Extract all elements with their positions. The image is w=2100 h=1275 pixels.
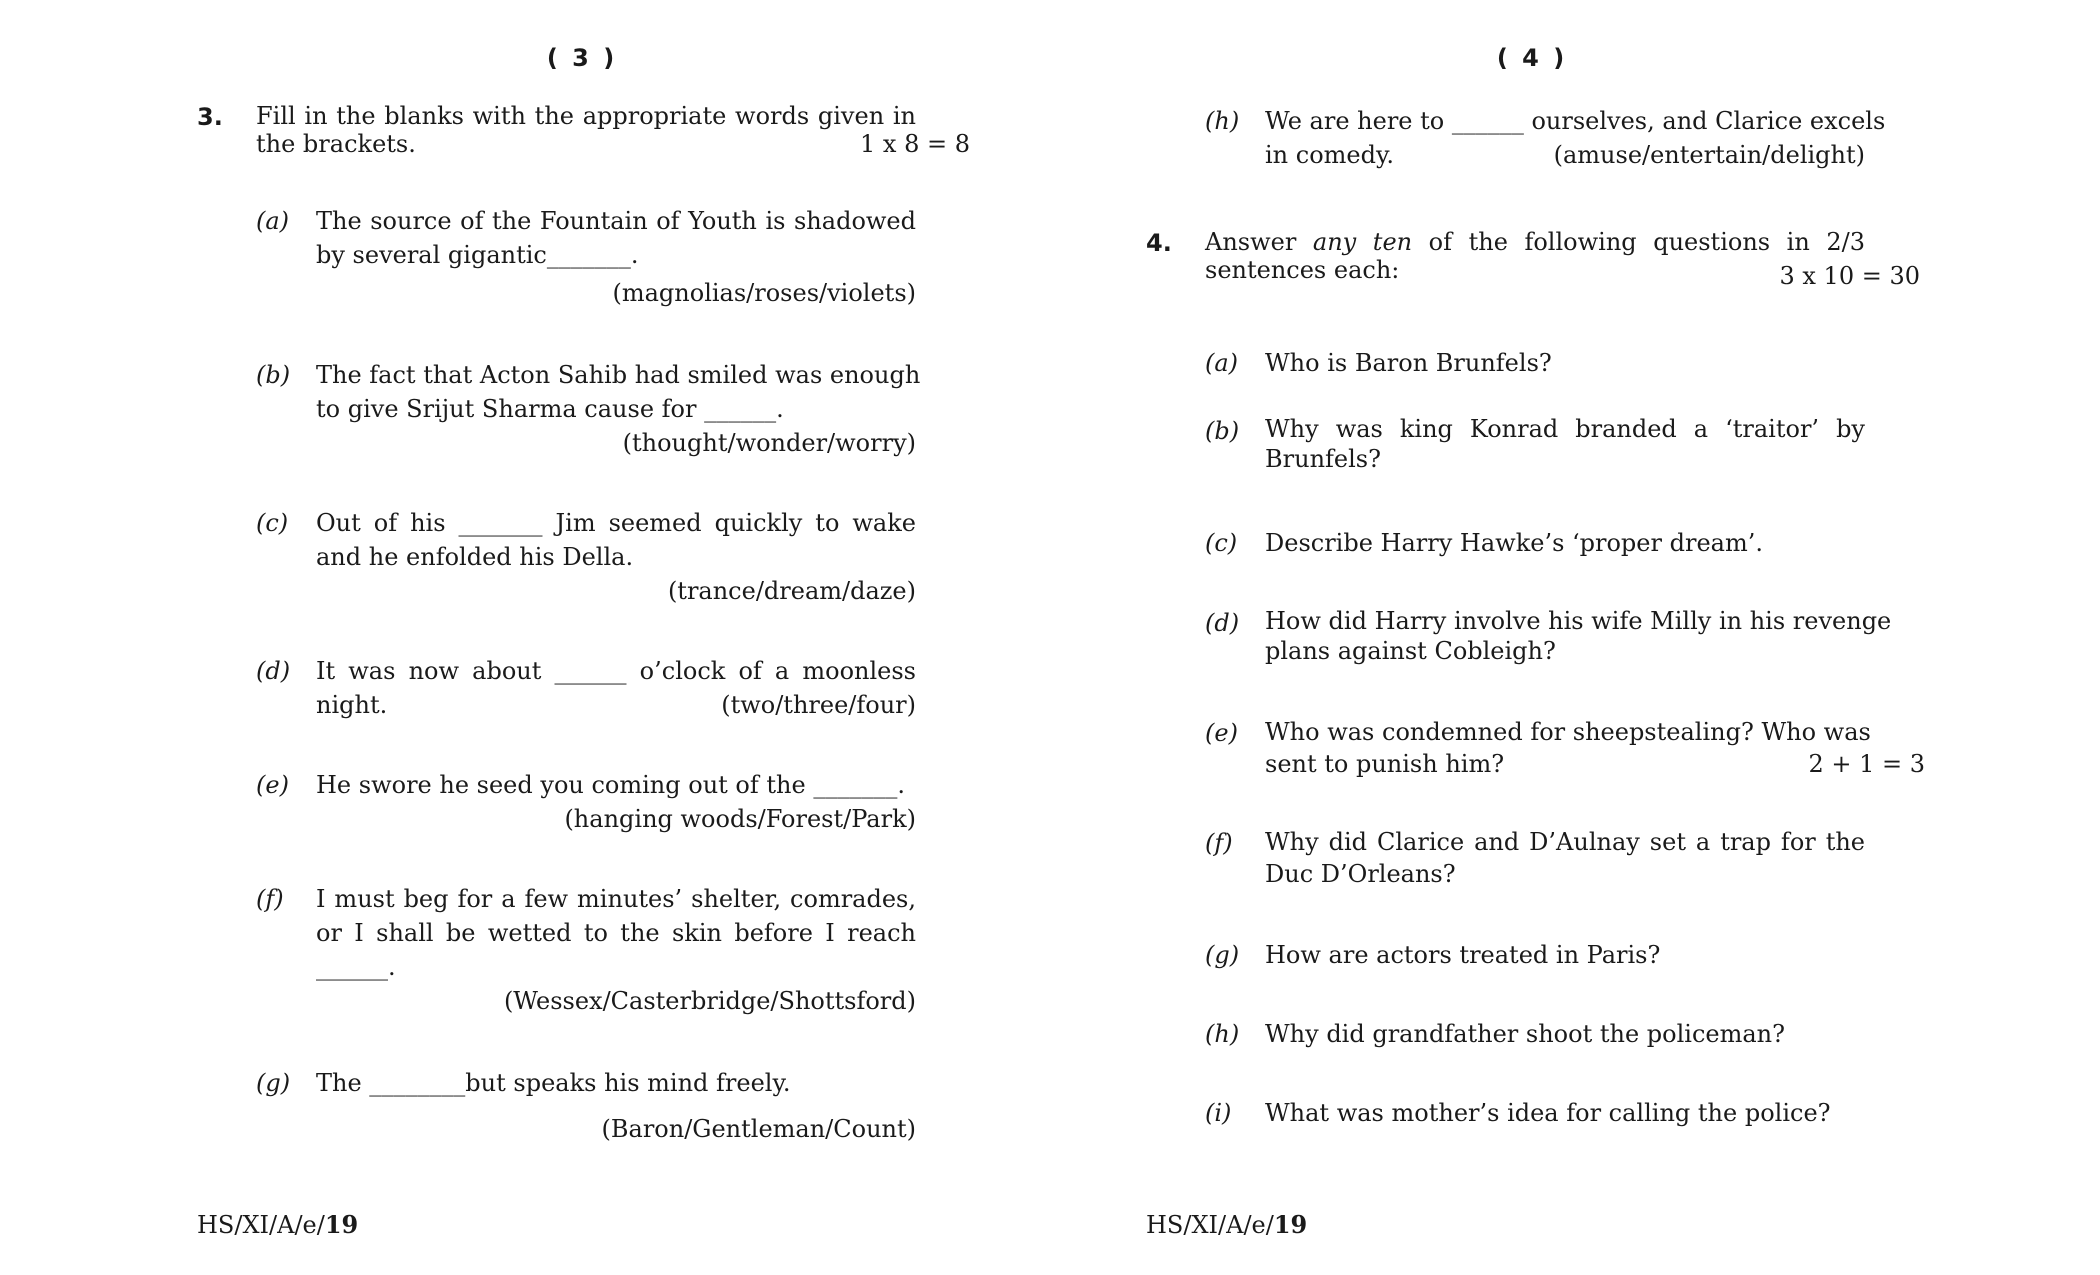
item-label: (c) [256,509,289,537]
question-4-text-before: Answer [1205,228,1313,256]
item-text-line1: The fact that Acton Sahib had smiled was enough [316,361,921,389]
item-options: (trance/dream/daze) [667,577,916,605]
footer-code-year: 19 [1273,1210,1308,1239]
item-options: (hanging woods/Forest/Park) [564,805,916,833]
item-label: (e) [256,771,289,799]
item-text-line2: Brunfels? [1265,445,1381,473]
item-text-line2: in comedy. [1265,141,1394,169]
page-number-left: ( 3 ) [546,44,618,72]
item-text-line1: Describe Harry Hawke’s ‘proper dream’. [1265,529,1763,557]
item-options: (Baron/Gentleman/Count) [601,1115,916,1143]
item-options: (magnolias/roses/violets) [612,279,916,307]
item-text-line2: night. [316,691,388,719]
footer-code-prefix: HS/XI/A/e/ [1146,1211,1274,1239]
item-text-line2: and he enfolded his Della. [316,543,634,571]
item-text-line1: How are actors treated in Paris? [1265,941,1661,969]
question-4-text-after: of the following questions in 2/3 [1412,228,1865,256]
item-text-line1: How did Harry involve his wife Milly in his revenge [1265,607,1892,635]
page-number-right: ( 4 ) [1496,44,1568,72]
item-text-line1: Why did Clarice and D’Aulnay set a trap for the [1265,828,1865,856]
item-text-line1: Why was king Konrad branded a ‘traitor’ by [1265,415,1865,443]
item-text-line1: Out of his _______ Jim seemed quickly to wake [316,509,916,537]
question-4-line1 [1205,228,1865,256]
item-label: (f) [256,885,284,913]
footer-code-prefix: HS/XI/A/e/ [197,1211,325,1239]
question-3-line2: the brackets. [256,130,416,158]
question-4-line2: sentences each: [1205,256,1400,284]
footer-code-year: 19 [324,1210,359,1239]
question-3-number: 3. [197,103,223,131]
item-text-line1: Who was condemned for sheepstealing? Who was [1265,718,1871,746]
item-label: (c) [1205,529,1238,557]
item-text-line2: sent to punish him? [1265,750,1505,778]
item-options: (two/three/four) [721,691,916,719]
item-text-line3: ______. [316,953,396,981]
item-label: (a) [256,207,290,235]
item-label: (b) [256,361,291,389]
item-label: (b) [1205,417,1240,445]
item-text-line1: We are here to ______ ourselves, and Clarice excels [1265,107,1886,135]
item-text-line2: or I shall be wetted to the skin before I reach [316,919,916,947]
item-marks: 2 + 1 = 3 [1808,750,1925,778]
question-4-marks: 3 x 10 = 30 [1779,262,1920,290]
item-text-line2: Duc D’Orleans? [1265,860,1456,888]
question-3-line1: Fill in the blanks with the appropriate words given in [256,102,916,130]
item-text-line2: by several gigantic_______. [316,241,639,269]
item-options: (Wessex/Casterbridge/Shottsford) [503,987,916,1015]
item-text-line1: It was now about ______ o’clock of a moonless [316,657,916,685]
item-label: (f) [1205,829,1233,857]
item-label: (h) [1205,107,1240,135]
item-label: (d) [1205,609,1240,637]
item-options: (thought/wonder/worry) [622,429,916,457]
item-text-line1: The ________but speaks his mind freely. [316,1069,791,1097]
item-text-line1: Who is Baron Brunfels? [1265,349,1552,377]
question-4-number: 4. [1146,229,1172,257]
item-text-line1: Why did grandfather shoot the policeman? [1265,1020,1785,1048]
item-label: (d) [256,657,291,685]
item-text-line1: He swore he seed you coming out of the _______. [316,771,905,799]
footer-code-left [197,1210,358,1239]
item-label: (h) [1205,1020,1240,1048]
item-label: (e) [1205,719,1238,747]
item-text-line2: plans against Cobleigh? [1265,637,1556,665]
footer-code-right [1146,1210,1307,1239]
item-text-line1: What was mother’s idea for calling the police? [1265,1099,1831,1127]
question-3-marks: 1 x 8 = 8 [860,130,970,158]
item-text-line1: The source of the Fountain of Youth is shadowed [316,207,916,235]
item-label: (a) [1205,349,1239,377]
item-label: (g) [1205,941,1240,969]
item-label: (i) [1205,1099,1232,1127]
item-text-line2: to give Srijut Sharma cause for ______. [316,395,784,423]
item-label: (g) [256,1069,291,1097]
item-options: (amuse/entertain/delight) [1553,141,1865,169]
question-4-emphasis: any ten [1312,228,1413,256]
item-text-line1: I must beg for a few minutes’ shelter, comrades, [316,885,916,913]
